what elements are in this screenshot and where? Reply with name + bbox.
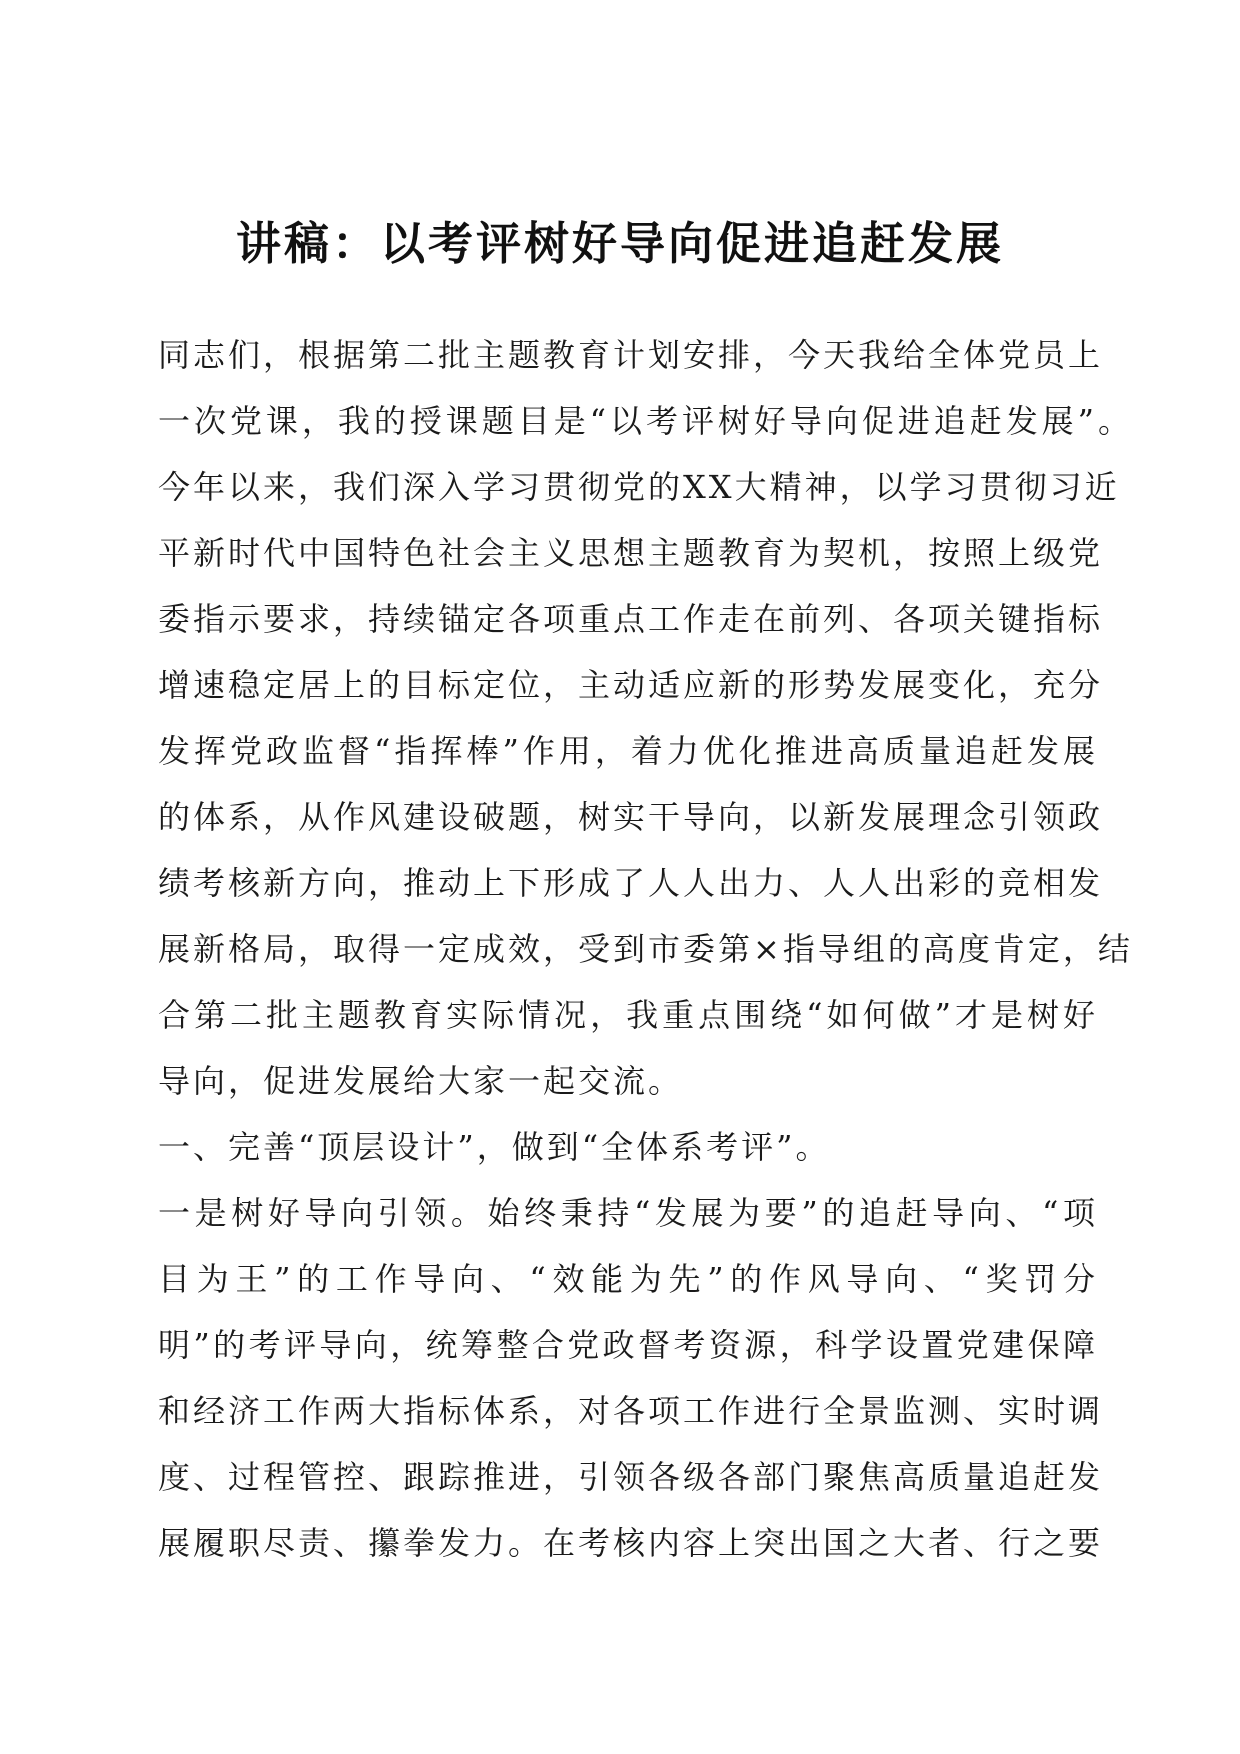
paragraph-line: 一是树好导向引领。始终秉持“发展为要”的追赶导向、“项: [158, 1194, 1098, 1232]
paragraph-line: 展新格局，取得一定成效，受到市委第×指导组的高度肯定，结: [158, 930, 1133, 968]
paragraph-line: 展履职尽责、攥拳发力。在考核内容上突出国之大者、行之要: [158, 1524, 1104, 1562]
paragraph-line: 发挥党政监督“指挥棒”作用，着力优化推进高质量追赶发展: [158, 732, 1098, 770]
paragraph-line: 同志们，根据第二批主题教育计划安排，今天我给全体党员上: [158, 336, 1104, 374]
paragraph-line: 导向，促进发展给大家一起交流。: [158, 1062, 684, 1100]
paragraph-line: 明”的考评导向，统筹整合党政督考资源，科学设置党建保障: [158, 1326, 1098, 1364]
document-body: [158, 322, 1133, 1576]
paragraph-line: 一次党课，我的授课题目是“以考评树好导向促进追赶发展”。: [158, 402, 1133, 440]
paragraph-line: 目为王”的工作导向、“效能为先”的作风导向、“奖罚分: [158, 1260, 1098, 1298]
section-heading: 一、完善“顶层设计”，做到“全体系考评”。: [158, 1128, 831, 1166]
paragraph-line: 度、过程管控、跟踪推进，引领各级各部门聚焦高质量追赶发: [158, 1458, 1104, 1496]
paragraph-line: 委指示要求，持续锚定各项重点工作走在前列、各项关键指标: [158, 600, 1104, 638]
document-title: 讲稿：以考评树好导向促进追赶发展: [235, 217, 1004, 270]
paragraph-line: 和经济工作两大指标体系，对各项工作进行全景监测、实时调: [158, 1392, 1104, 1430]
paragraph-line: 增速稳定居上的目标定位，主动适应新的形势发展变化，充分: [158, 666, 1104, 704]
paragraph-line: 今年以来，我们深入学习贯彻党的XX大精神，以学习贯彻习近: [158, 468, 1120, 506]
paragraph-line: 平新时代中国特色社会主义思想主题教育为契机，按照上级党: [158, 534, 1104, 572]
paragraph-line: 绩考核新方向，推动上下形成了人人出力、人人出彩的竞相发: [158, 864, 1104, 902]
paragraph-line: 合第二批主题教育实际情况，我重点围绕“如何做”才是树好: [158, 996, 1098, 1034]
paragraph-line: 的体系，从作风建设破题，树实干导向，以新发展理念引领政: [158, 798, 1104, 836]
